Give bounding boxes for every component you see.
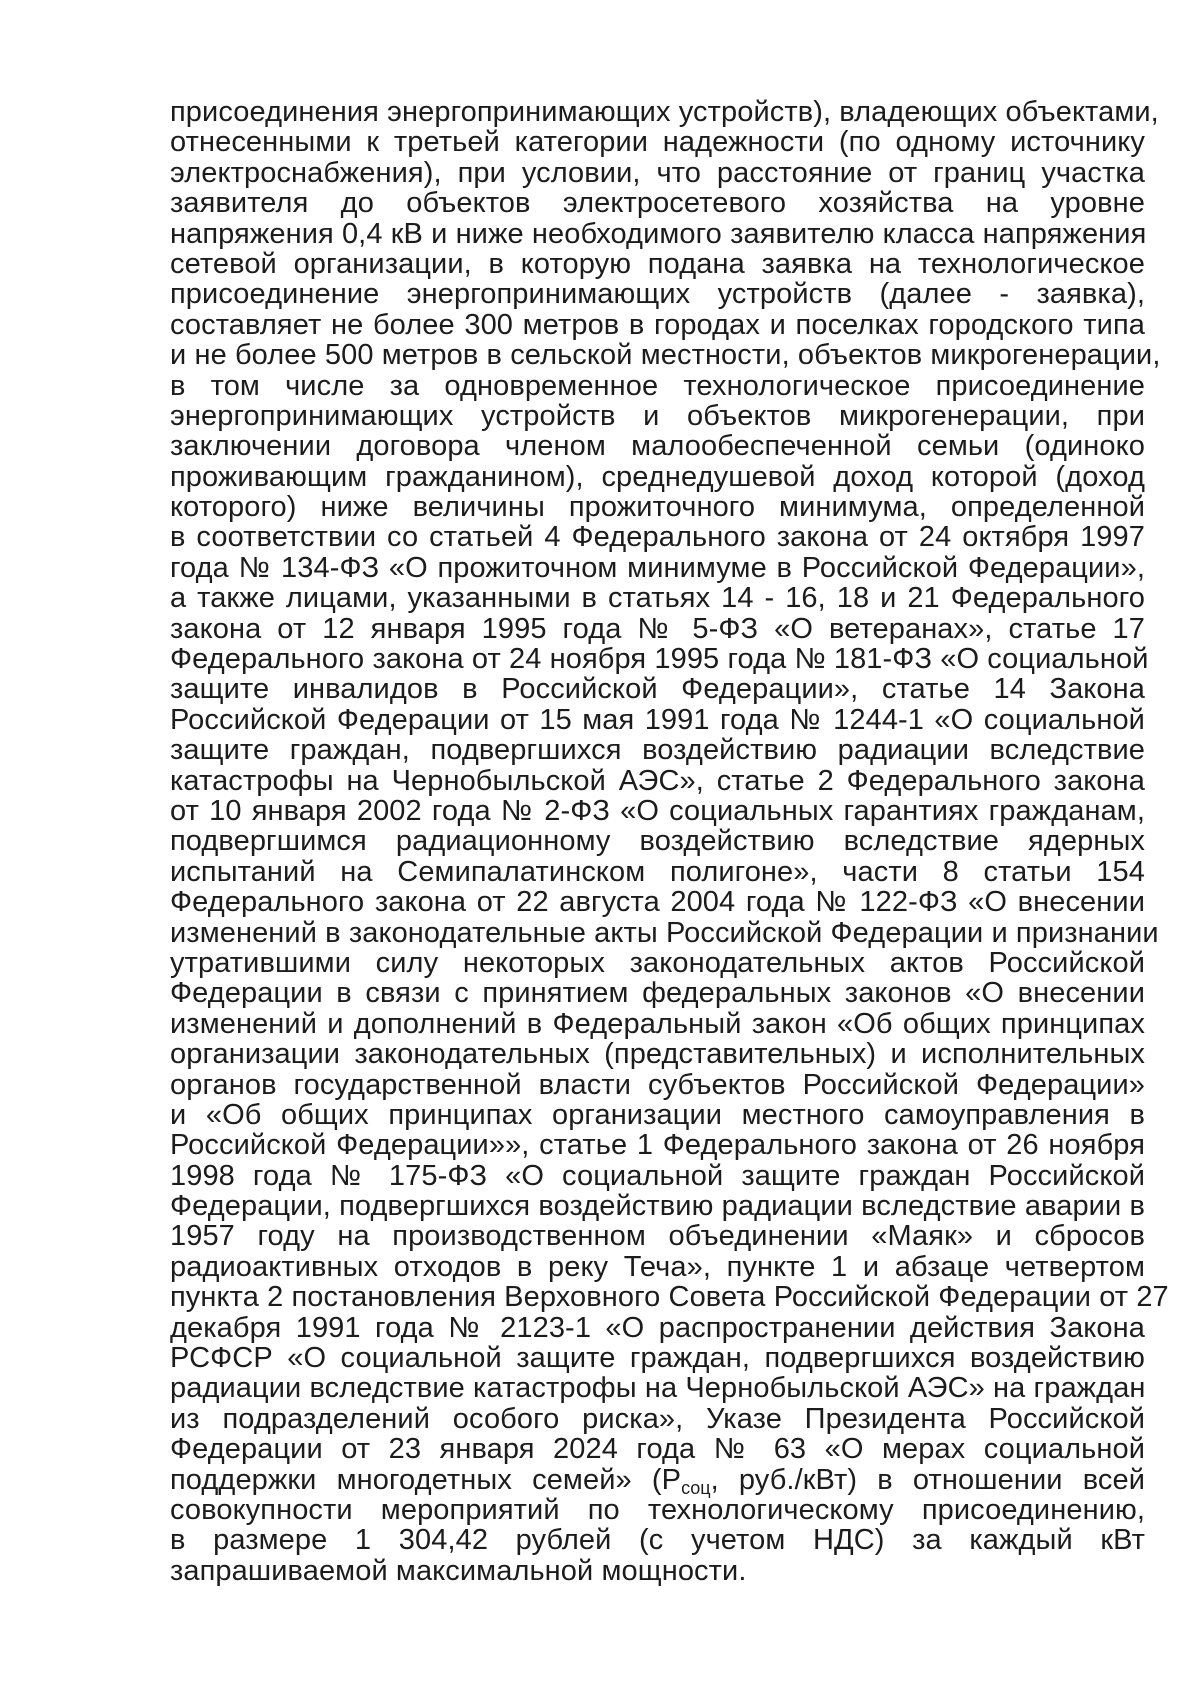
- text-line: органов государственной власти субъектов Российской Федерации»: [170, 1068, 1145, 1101]
- text-line: Российской Федерации от 15 мая 1991 года № 1244-1 «О социальной: [170, 703, 1145, 736]
- document-paragraph: [170, 96, 1169, 1587]
- text-line: заключении договора членом малообеспеченной семьи (одиноко: [170, 430, 1145, 463]
- text-line: Федерального закона от 22 августа 2004 года № 122-ФЗ «О внесении: [170, 886, 1145, 919]
- text-line: изменений в законодательные акты Российской Федерации и признании: [170, 916, 1159, 949]
- text-line: подвергшимся радиационному воздействию вследствие ядерных: [170, 825, 1145, 858]
- text-line: в том числе за одновременное технологическое присоединение: [170, 369, 1145, 402]
- text-line: 1998 года № 175-ФЗ «О социальной защите граждан Российской: [170, 1159, 1145, 1192]
- text-line: организации законодательных (представительных) и исполнительных: [170, 1038, 1145, 1071]
- text-line: Федерального закона от 24 ноября 1995 года № 181-ФЗ «О социальной: [170, 643, 1149, 676]
- text-line: а также лицами, указанными в статьях 14 - 16, 18 и 21 Федерального: [170, 582, 1145, 615]
- text-line: Федерации в связи с принятием федеральных законов «О внесении: [170, 977, 1145, 1010]
- text-line: РСФСР «О социальной защите граждан, подвергшихся воздействию: [170, 1342, 1145, 1375]
- text-line: заявителя до объектов электросетевого хозяйства на уровне: [170, 187, 1145, 220]
- text-line: года № 134-ФЗ «О прожиточном минимуме в Российской Федерации»,: [170, 551, 1145, 584]
- text-line: присоединения энергопринимающих устройств), владеющих объектами,: [170, 96, 1159, 128]
- text-line: составляет не более 300 метров в городах и поселках городского типа: [170, 308, 1145, 341]
- text-line: проживающим гражданином), среднедушевой доход которой (доход: [170, 460, 1145, 493]
- text-line: радиоактивных отходов в реку Теча», пункте 1 и абзаце четвертом: [170, 1250, 1145, 1283]
- text-line: из подразделений особого риска», Указе Президента Российской: [170, 1402, 1145, 1435]
- text-line: 1957 году на производственном объединении «Маяк» и сбросов: [170, 1220, 1145, 1253]
- text-line: закона от 12 января 1995 года № 5-ФЗ «О ветеранах», статье 17: [170, 612, 1145, 645]
- text-line: и не более 500 метров в сельской местности, объектов микрогенерации,: [170, 339, 1161, 372]
- text-line: Федерации, подвергшихся воздействию радиации вследствие аварии в: [170, 1190, 1145, 1223]
- text-line: сетевой организации, в которую подана заявка на технологическое: [170, 247, 1145, 280]
- text-line: присоединение энергопринимающих устройств (далее - заявка),: [170, 278, 1145, 311]
- text-line-with-subscript: [170, 1463, 1145, 1498]
- text-line: в соответствии со статьей 4 Федерального закона от 24 октября 1997: [170, 521, 1145, 554]
- text-line: испытаний на Семипалатинском полигоне», части 8 статьи 154: [170, 855, 1145, 888]
- text-fragment: , руб./кВт) в отношении всей: [710, 1463, 1145, 1496]
- text-line: и «Об общих принципах организации местного самоуправления в: [170, 1098, 1145, 1131]
- text-fragment: поддержки многодетных семей» (Р: [170, 1463, 682, 1496]
- text-line: пункта 2 постановления Верховного Совета Российской Федерации от 27: [170, 1281, 1169, 1314]
- text-line: электроснабжения), при условии, что расстояние от границ участка: [170, 156, 1145, 189]
- text-line: защите инвалидов в Российской Федерации», статье 14 Закона: [170, 673, 1145, 706]
- text-line: декабря 1991 года № 2123-1 «О распространении действия Закона: [170, 1311, 1145, 1344]
- text-line: в размере 1 304,42 рублей (с учетом НДС) за каждый кВт: [170, 1524, 1145, 1557]
- text-line: радиации вследствие катастрофы на Чернобыльской АЭС» на граждан: [170, 1372, 1146, 1405]
- text-line: катастрофы на Чернобыльской АЭС», статье 2 Федерального закона: [170, 764, 1145, 797]
- text-line: защите граждан, подвергшихся воздействию радиации вследствие: [170, 734, 1145, 767]
- text-line-final: запрашиваемой максимальной мощности.: [170, 1554, 747, 1587]
- text-line: совокупности мероприятий по технологическому присоединению,: [170, 1493, 1145, 1526]
- text-line: изменений и дополнений в Федеральный закон «Об общих принципах: [170, 1007, 1145, 1040]
- text-line: Федерации от 23 января 2024 года № 63 «О мерах социальной: [170, 1433, 1145, 1466]
- text-line: Российской Федерации»», статье 1 Федерального закона от 26 ноября: [170, 1129, 1145, 1162]
- text-line: напряжения 0,4 кВ и ниже необходимого заявителю класса напряжения: [170, 217, 1147, 250]
- text-line: которого) ниже величины прожиточного минимума, определенной: [170, 491, 1145, 524]
- text-line: энергопринимающих устройств и объектов микрогенерации, при: [170, 399, 1145, 432]
- text-line: от 10 января 2002 года № 2-ФЗ «О социальных гарантиях гражданам,: [170, 794, 1145, 827]
- subscript-text: соц: [681, 1477, 711, 1498]
- text-line: утратившими силу некоторых законодательных актов Российской: [170, 946, 1145, 979]
- text-line: отнесенными к третьей категории надежности (по одному источнику: [170, 126, 1145, 159]
